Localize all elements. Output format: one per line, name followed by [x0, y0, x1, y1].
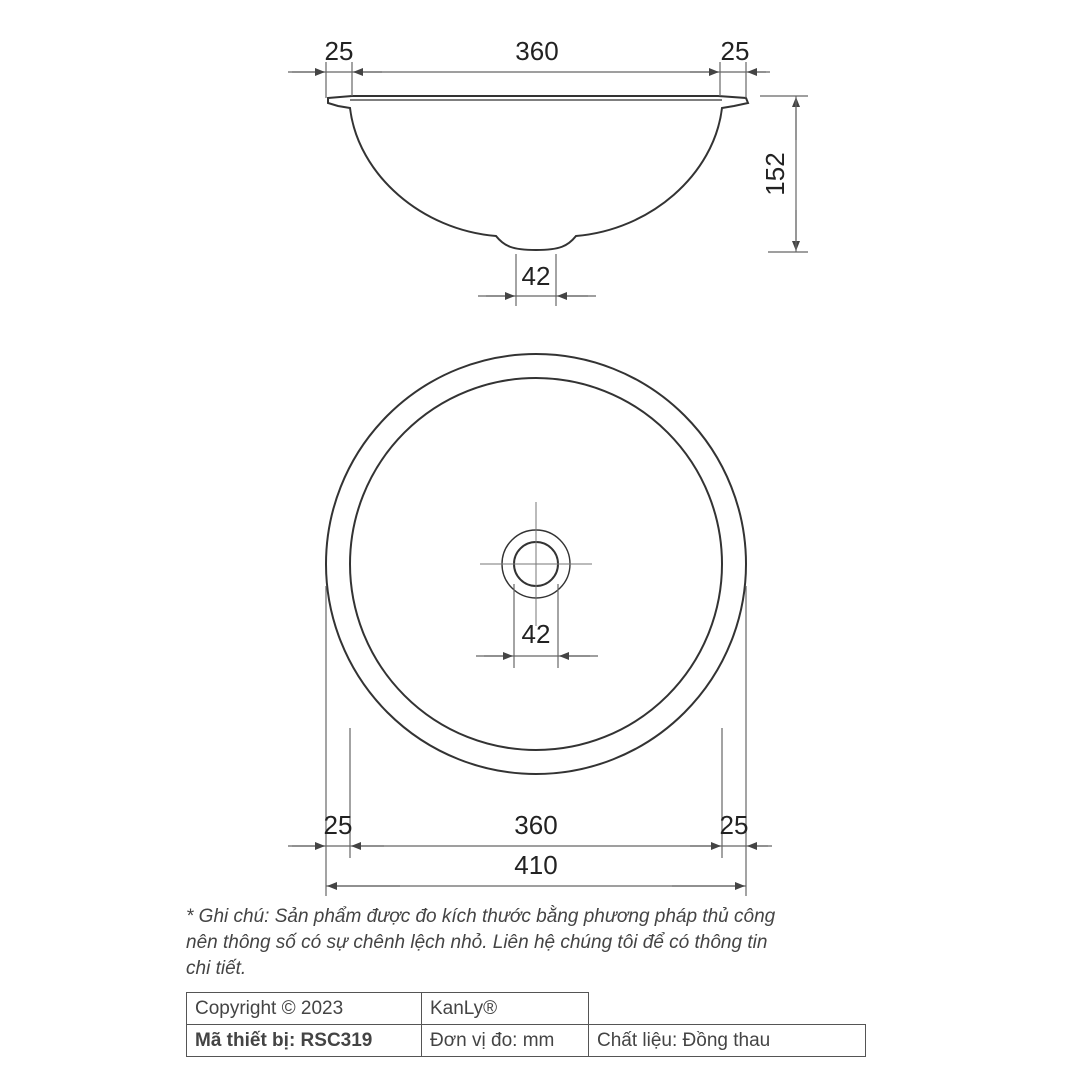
drain-centerlines	[480, 502, 592, 626]
top-drain-label: 42	[521, 619, 551, 649]
side-drain-label: 42	[521, 261, 551, 291]
measurement-note	[186, 904, 886, 982]
note-line-3: chi tiết.	[186, 958, 247, 979]
side-view	[328, 96, 748, 250]
side-rim-left-label: 25	[324, 36, 354, 66]
info-row-1	[187, 993, 866, 1025]
side-inner-width-label: 360	[515, 36, 559, 66]
note-line-2: nên thông số có sự chênh lệch nhỏ. Liên hệ chúng tôi để có thông tin	[186, 932, 768, 953]
material-cell: Chất liệu: Đồng thau	[589, 1025, 866, 1057]
top-rim-right-label: 25	[719, 810, 749, 840]
note-line-1: * Ghi chú: Sản phẩm được đo kích thước bằng phương pháp thủ công	[186, 906, 776, 927]
info-row-2	[187, 1025, 866, 1057]
side-height-label: 152	[760, 152, 790, 196]
product-info-table	[186, 992, 866, 1057]
side-rim-right-label: 25	[720, 36, 750, 66]
basin-side-profile	[328, 96, 748, 250]
top-rim-left-label: 25	[323, 810, 353, 840]
top-inner-width-label: 360	[514, 810, 558, 840]
unit-cell: Đơn vị đo: mm	[422, 1025, 589, 1057]
empty-cell	[589, 993, 866, 1025]
model-cell: Mã thiết bị: RSC319	[187, 1025, 422, 1057]
brand-cell: KanLy®	[422, 993, 589, 1025]
top-overall-width-label: 410	[514, 850, 558, 880]
copyright-cell: Copyright © 2023	[187, 993, 422, 1025]
side-width-dimension	[288, 62, 770, 98]
